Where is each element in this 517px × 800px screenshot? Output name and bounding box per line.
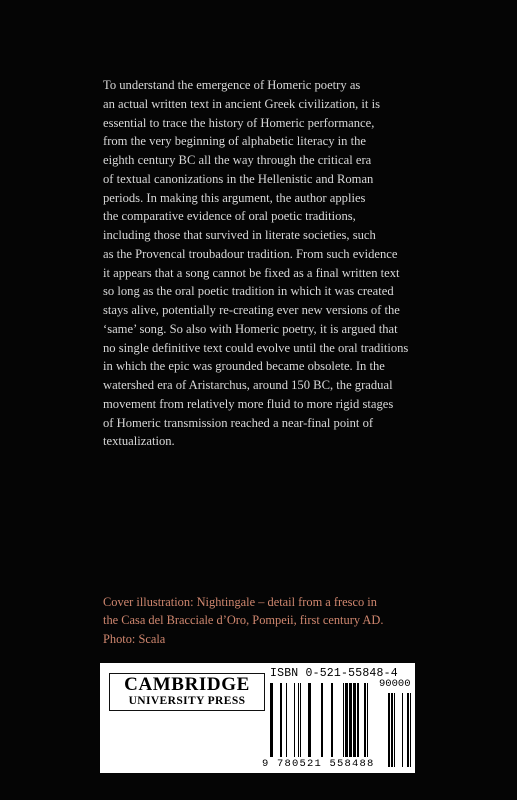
barcode-bar — [410, 693, 411, 767]
publisher-name-bottom: UNIVERSITY PRESS — [128, 695, 246, 707]
blurb-line: watershed era of Aristarchus, around 150 BC, the gradual — [103, 378, 393, 392]
barcode-bar — [388, 693, 390, 767]
blurb-line: no single definitive text could evolve until the oral traditions — [103, 340, 409, 355]
credit-line: the Casa del Bracciale d’Oro, Pompeii, first century AD. — [103, 613, 384, 628]
addon-barcode-bars — [388, 693, 411, 767]
barcode-bar — [270, 683, 273, 757]
barcode-bar — [394, 693, 395, 767]
barcode-bar — [286, 683, 287, 757]
blurb-line: of textual canonizations in the Hellenistic and Roman — [103, 171, 374, 186]
ean-barcode-bars — [270, 683, 368, 757]
barcode-bar — [321, 683, 323, 757]
barcode-panel — [100, 663, 415, 773]
barcode-bar — [345, 683, 348, 757]
blurb-line: the comparative evidence of oral poetic traditions, — [103, 209, 356, 224]
barcode-bar — [353, 683, 356, 757]
blurb-line: from the very beginning of alphabetic literacy in the — [103, 134, 366, 149]
publisher-name-top: CAMBRIDGE — [124, 674, 250, 695]
barcode-bar — [402, 693, 403, 767]
cover-illustration-credit — [103, 593, 423, 648]
blurb-line: as the Provencal troubadour tradition. From such evidence — [103, 246, 398, 261]
blurb-line: periods. In making this argument, the author applies — [103, 190, 366, 205]
blurb-text — [103, 76, 421, 451]
barcode-bar — [298, 683, 299, 757]
barcode-bar — [349, 683, 352, 757]
barcode-bar — [391, 693, 393, 767]
barcode-bar — [308, 683, 311, 757]
blurb-line: ‘same’ song. So also with Homeric poetry, it is argued that — [103, 321, 398, 336]
price-code: 90000 — [379, 678, 411, 690]
blurb-line: so long as the oral poetic tradition in which it was created — [103, 284, 394, 299]
blurb-line: stays alive, potentially re-creating ever new versions of the — [103, 303, 400, 317]
blurb-line: of Homeric transmission reached a near-final point of — [103, 415, 374, 430]
barcode-bar — [300, 683, 301, 757]
barcode-bar — [294, 683, 295, 757]
blurb-line: including those that survived in literate societies, such — [103, 228, 376, 242]
isbn-label: ISBN 0-521-55848-4 — [270, 667, 398, 680]
blurb-line: an actual written text in ancient Greek civilization, it is — [103, 96, 380, 111]
barcode-bar — [407, 693, 409, 767]
barcode-bar — [343, 683, 344, 757]
barcode-bar — [357, 683, 359, 757]
barcode-bar — [367, 683, 368, 757]
credit-line: Cover illustration: Nightingale – detail from a fresco in — [103, 595, 377, 609]
barcode-graphic — [100, 663, 415, 773]
credit-line: Photo: Scala — [103, 631, 166, 646]
blurb-line: eighth century BC all the way through the critical era — [103, 153, 372, 167]
blurb-line: textualization. — [103, 434, 175, 449]
ean-digits: 9 780521 558488 — [262, 758, 375, 770]
blurb-line: it appears that a song cannot be fixed as a final written text — [103, 265, 400, 280]
barcode-bar — [364, 683, 366, 757]
blurb-line: To understand the emergence of Homeric poetry as — [103, 78, 361, 92]
barcode-bar — [280, 683, 282, 757]
barcode-bar — [331, 683, 333, 757]
blurb-line: in which the epic was grounded became obsolete. In the — [103, 359, 385, 374]
blurb-line: movement from relatively more fluid to more rigid stages — [103, 396, 394, 411]
blurb-line: essential to trace the history of Homeric performance, — [103, 115, 375, 130]
